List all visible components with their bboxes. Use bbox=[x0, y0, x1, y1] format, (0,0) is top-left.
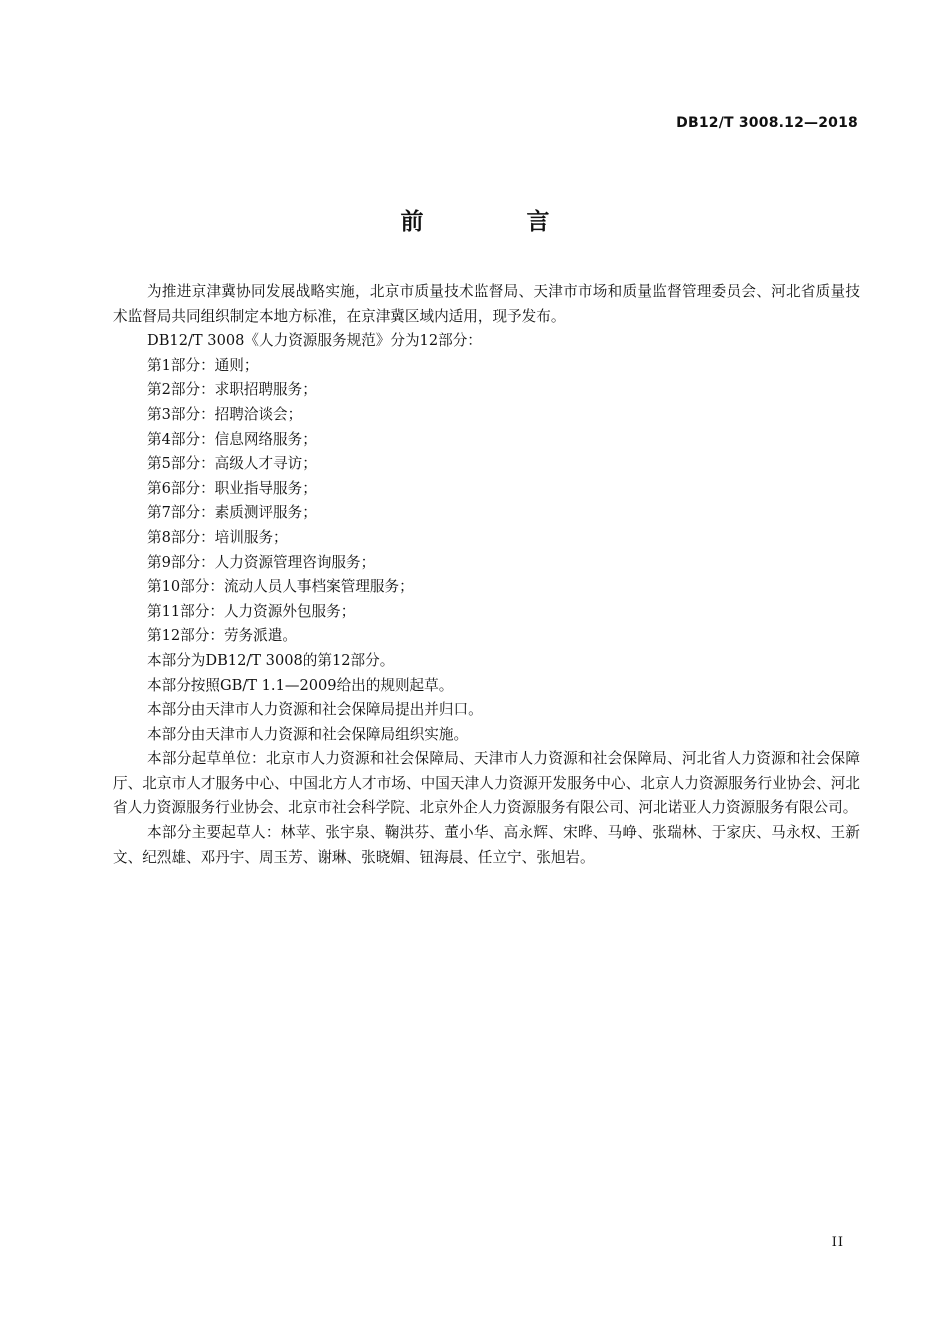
page-number: II bbox=[831, 1235, 844, 1250]
intro-paragraph: 为推进京津冀协同发展战略实施，北京市质量技术监督局、天津市市场和质量监督管理委员会、河北省质量技术监督局共同组织制定本地方标准，在京津冀区域内适用，现予发布。 bbox=[113, 283, 860, 325]
part-item: 第12部分：劳务派遣。 bbox=[147, 627, 297, 645]
part-item: 第7部分：素质测评服务； bbox=[147, 504, 317, 522]
foreword-body bbox=[113, 280, 860, 870]
part-item: 第5部分：高级人才寻访； bbox=[147, 455, 317, 473]
part-item: 第3部分：招聘洽谈会； bbox=[147, 405, 303, 423]
part-item: 第6部分：职业指导服务； bbox=[147, 479, 317, 497]
drafters-paragraph: 本部分主要起草人：林苹、张宇泉、鞠洪芬、董小华、高永辉、宋晔、马峥、张瑞林、于家庆、马永权、王新文、纪烈雄、邓丹宇、周玉芳、谢琳、张晓媚、钮海晨、任立宁、张旭岩。 bbox=[113, 824, 860, 866]
part-item: 第11部分：人力资源外包服务； bbox=[147, 602, 356, 620]
statement-paragraph: 本部分为DB12/T 3008的第12部分。 bbox=[147, 651, 395, 669]
page-title: 前 言 bbox=[400, 209, 590, 235]
statement-paragraph: 本部分由天津市人力资源和社会保障局提出并归口。 bbox=[147, 701, 483, 719]
statement-paragraph: 本部分按照GB/T 1.1—2009给出的规则起草。 bbox=[147, 676, 454, 694]
part-item: 第9部分：人力资源管理咨询服务； bbox=[147, 553, 376, 571]
standard-code: DB12/T 3008.12—2018 bbox=[676, 115, 858, 131]
part-item: 第4部分：信息网络服务； bbox=[147, 430, 317, 448]
drafting-units-paragraph: 本部分起草单位：北京市人力资源和社会保障局、天津市人力资源和社会保障局、河北省人力资源和社会保障厅、北京市人才服务中心、中国北方人才市场、中国天津人力资源开发服务中心、北京人力资源服务行业协会、河北省人力资源服务行业协会、北京市社会科学院、北京外企人力资源服务有限公司、河北诺亚人力资源服务有限公司。 bbox=[113, 750, 860, 817]
part-item: 第2部分：求职招聘服务； bbox=[147, 381, 317, 399]
statement-paragraph: 本部分由天津市人力资源和社会保障局组织实施。 bbox=[147, 725, 469, 743]
part-item: 第1部分：通则； bbox=[147, 356, 259, 374]
part-item: 第10部分：流动人员人事档案管理服务； bbox=[147, 578, 414, 596]
parts-intro: DB12/T 3008《人力资源服务规范》分为12部分： bbox=[147, 332, 482, 350]
part-item: 第8部分：培训服务； bbox=[147, 528, 288, 546]
